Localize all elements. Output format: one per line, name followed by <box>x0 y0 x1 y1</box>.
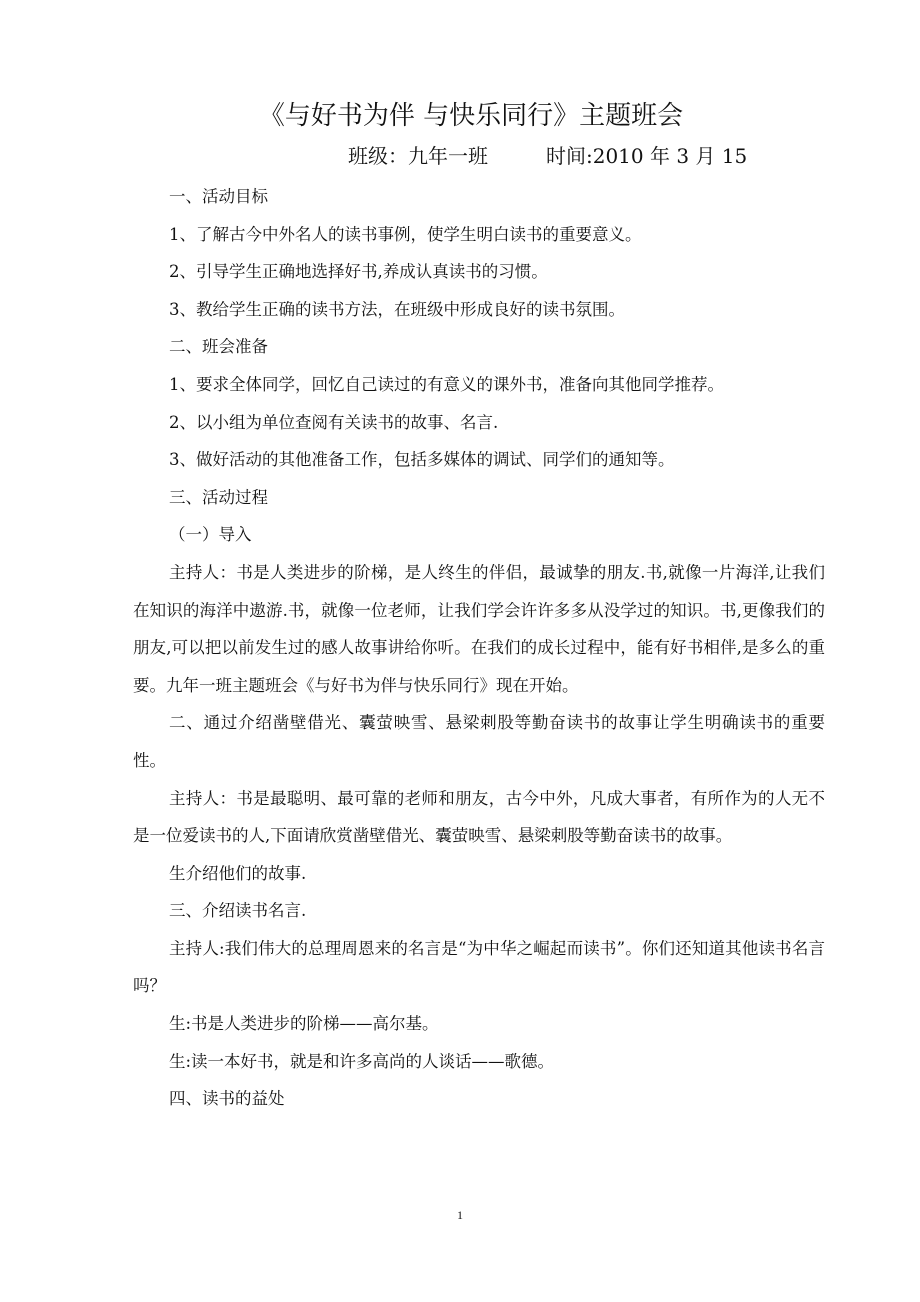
paragraph: 3、教给学生正确的读书方法，在班级中形成良好的读书氛围。 <box>169 299 625 319</box>
paragraph: 2、以小组为单位查阅有关读书的故事、名言. <box>169 412 499 432</box>
paragraph: 1、了解古今中外名人的读书事例，使学生明白读书的重要意义。 <box>169 224 642 244</box>
paragraph: 3、做好活动的其他准备工作，包括多媒体的调试、同学们的通知等。 <box>169 450 675 470</box>
paragraph: （一）导入 <box>169 525 252 545</box>
paragraph: 生:书是人类进步的阶梯——高尔基。 <box>169 1014 439 1034</box>
class-label: 班级：九年一班 <box>348 144 488 168</box>
paragraph: 二、通过介绍凿壁借光、囊萤映雪、悬梁刺股等勤奋读书的故事让学生明确读书的重要性。 <box>133 713 825 770</box>
time-label: 时间:2010 年 3 月 15 <box>546 144 748 168</box>
paragraph: 主持人：书是人类进步的阶梯，是人终生的伴侣，最诚挚的朋友.书,就像一片海洋,让我们在知识的海洋中遨游.书，就像一位老师，让我们学会许许多多从没学过的知识。书,更像我们的朋友,可以把以前发生过的感人故事讲给你听。在我们的成长过程中，能有好书相伴,是多么的重要。九年一班主题班会《与好书为伴与快乐同行》现在开始。 <box>133 562 825 695</box>
paragraph: 生:读一本好书，就是和许多高尚的人谈话——歌德。 <box>169 1051 555 1071</box>
paragraph: 生介绍他们的故事. <box>169 863 307 883</box>
paragraph: 四、读书的益处 <box>169 1089 285 1109</box>
paragraph: 1、要求全体同学，回忆自己读过的有意义的课外书，准备向其他同学推荐。 <box>169 374 724 394</box>
document-title: 《与好书为伴 与快乐同行》主题班会 <box>258 101 684 131</box>
paragraph: 主持人：书是最聪明、最可靠的老师和朋友，古今中外，凡成大事者，有所作为的人无不是一位爱读书的人,下面请欣赏凿壁借光、囊萤映雪、悬梁刺股等勤奋读书的故事。 <box>133 788 825 846</box>
paragraph: 2、引导学生正确地选择好书,养成认真读书的习惯。 <box>169 262 548 282</box>
paragraph: 三、介绍读书名言. <box>169 901 307 921</box>
paragraph: 三、活动过程 <box>169 487 268 507</box>
paragraph: 主持人:我们伟大的总理周恩来的名言是“为中华之崛起而读书”。你们还知道其他读书名言吗？ <box>133 938 825 996</box>
class-time-line <box>348 140 747 172</box>
document-body <box>133 178 825 1118</box>
page-number: 1 <box>457 1208 463 1222</box>
paragraph: 一、活动目标 <box>169 187 268 206</box>
paragraph: 二、班会准备 <box>169 337 268 357</box>
